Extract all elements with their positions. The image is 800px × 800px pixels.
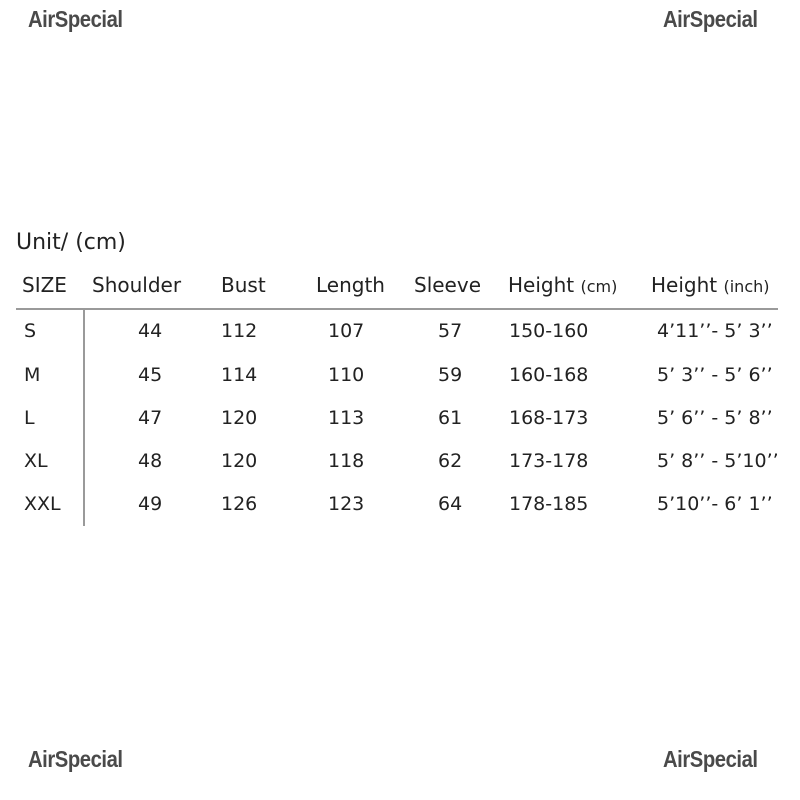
header-height-cm-label: Height (508, 273, 575, 297)
cell-height-inch: 5’10’’- 6’ 1’’ (657, 493, 773, 515)
header-height-cm-unit: (cm) (580, 277, 618, 296)
table-row (0, 450, 800, 480)
header-height-cm (508, 273, 617, 297)
cell-height-inch: 5’ 8’’ - 5’10’’ (657, 450, 779, 472)
table-row (0, 364, 800, 394)
unit-label: Unit/ (cm) (16, 230, 126, 255)
cell-height-inch: 4’11’’- 5’ 3’’ (657, 320, 773, 342)
cell-height-inch: 5’ 3’’ - 5’ 6’’ (657, 364, 773, 386)
header-height-inch-unit: (inch) (723, 277, 770, 296)
watermark-top-right: AirSpecial (663, 6, 758, 32)
header-bust: Bust (221, 273, 266, 297)
cell-height-inch: 5’ 6’’ - 5’ 8’’ (657, 407, 773, 429)
cell-size: S (24, 320, 37, 342)
cell-bust: 120 (221, 450, 258, 472)
table-row (0, 320, 800, 350)
table-row (0, 493, 800, 523)
header-length: Length (316, 273, 385, 297)
header-size: SIZE (22, 273, 67, 297)
cell-bust: 112 (221, 320, 258, 342)
cell-sleeve: 59 (438, 364, 463, 386)
cell-sleeve: 62 (438, 450, 463, 472)
cell-sleeve: 57 (438, 320, 463, 342)
cell-shoulder: 47 (138, 407, 163, 429)
cell-length: 118 (328, 450, 365, 472)
cell-length: 113 (328, 407, 365, 429)
cell-shoulder: 49 (138, 493, 163, 515)
cell-height-cm: 173-178 (509, 450, 589, 472)
cell-bust: 114 (221, 364, 258, 386)
header-shoulder: Shoulder (92, 273, 182, 297)
header-sleeve: Sleeve (414, 273, 482, 297)
cell-size: XXL (24, 493, 61, 515)
cell-height-cm: 160-168 (509, 364, 589, 386)
cell-bust: 126 (221, 493, 258, 515)
cell-length: 123 (328, 493, 365, 515)
cell-shoulder: 48 (138, 450, 163, 472)
watermark-bottom-right: AirSpecial (663, 746, 758, 772)
cell-sleeve: 61 (438, 407, 463, 429)
header-height-inch-label: Height (651, 273, 718, 297)
cell-size: XL (24, 450, 48, 472)
table-row (0, 407, 800, 437)
cell-sleeve: 64 (438, 493, 463, 515)
cell-height-cm: 150-160 (509, 320, 589, 342)
cell-height-cm: 168-173 (509, 407, 589, 429)
watermark-bottom-left: AirSpecial (28, 746, 123, 772)
cell-shoulder: 45 (138, 364, 163, 386)
table-header-row (0, 273, 800, 303)
cell-length: 107 (328, 320, 365, 342)
cell-shoulder: 44 (138, 320, 163, 342)
header-divider (16, 308, 778, 310)
cell-size: M (24, 364, 41, 386)
header-height-inch (651, 273, 770, 297)
cell-bust: 120 (221, 407, 258, 429)
cell-height-cm: 178-185 (509, 493, 589, 515)
watermark-top-left: AirSpecial (28, 6, 123, 32)
cell-size: L (24, 407, 35, 429)
cell-length: 110 (328, 364, 365, 386)
